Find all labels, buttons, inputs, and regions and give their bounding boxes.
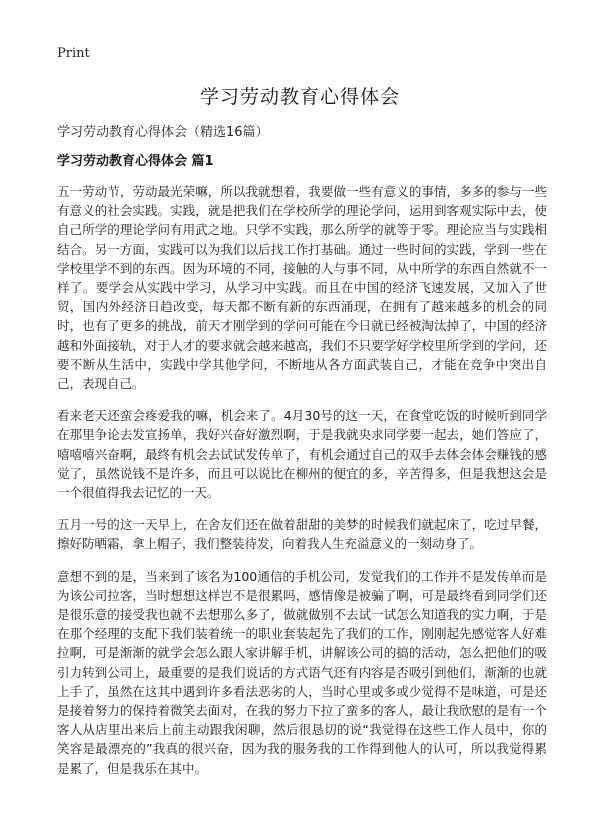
print-link[interactable]: Print <box>57 46 90 61</box>
paragraph-1: 五一劳动节，劳动最光荣嘛，所以我就想着，我要做一些有意义的事情，多多的参与一些有意义的社会实践。实践，就是把我们在学校所学的理论学问，运用到客观实际中去，使自己所学的理论学问有用武之地。只学不实践，那么所学的就等于零。理论应当与实践相结合。另一方面，实践可以为我们以后找工作打基础。通过一些时间的实践，学到一些在学校里学不到的东西。因为环境的不同，接触的人与事不同，从中所学的东西自然就不一样了。要学会从实践中学习，从学习中实践。而且在中国的经济飞速发展，又加入了世贸，国内外经济日趋改变，每天都不断有新的东西涌现，在拥有了越来越多的机会的同时，也有了更多的挑战，前天才刚学到的学问可能在今日就已经被淘汰掉了，中国的经济越和外面接轨，对于人才的要求就会越来越高，我们不只要学好学校里所学到的学问，还要不断从生活中，实践中学其他学问，不断地从各方面武装自己，才能在竞争中突出自己，表现自己。 <box>57 184 547 392</box>
paragraph-4: 意想不到的是，当来到了该名为100通信的手机公司，发觉我们的工作并不是发传单而是为该公司拉客，当时想想这样岂不是很累吗，感情像是被骗了啊，可是最终看到同学们还是很乐意的接受我也就不去想那么多了，做就做别不去试一试怎么知道我的实力啊，于是在那个经理的支配下我们装着统一的职业套装起先了我们的工作，刚刚起先感觉客人好难拉啊，可是渐渐的就学会怎么跟人家讲解手机，讲解该公司的搞的活动，怎么把他们的吸引力转到公司上，最重要的是我们说话的方式语气还有内容是否吸引到他们，渐渐的也就上手了，虽然在这其中遇到许多看法恶劣的人，当时心里或多或少觉得不是味道，可是还是接着努力的保持着微笑去面对，在我的努力下拉了蛮多的客人，最让我欣慰的是有一个客人从店里出来后上前主动跟我闲聊，然后很恳切的说“我觉得在这些工作人员中，你的笑容是最漂亮的”我真的很兴奋，因为我的服务我的工作得到他人的认可，所以我觉得累是累了，但是我乐在其中。 <box>57 568 547 776</box>
article-body <box>57 182 547 791</box>
paragraph-3: 五月一号的这一天早上，在舍友们还在做着甜甜的美梦的时候我们就起床了，吃过早餐，擦好防晒霜，拿上帽子，我们整装待发，向着我人生充溢意义的一刻动身了。 <box>57 517 547 552</box>
paragraph-2: 看来老天还蛮会疼爱我的嘛，机会来了。4月30号的这一天，在食堂吃饭的时候听到同学在那里争论去发宣扬单，我好兴奋好激烈啊，于是我就央求同学要一起去，她们答应了，嘻嘻嘻兴奋啊，最终有机会去试试发传单了，有机会通过自己的双手去体会体会赚钱的感觉了，虽然说钱不是许多，而且可以说比在柳州的便宜的多，辛苦得多，但是我想这会是一个很值得我去记忆的一天。 <box>57 408 547 501</box>
page-title: 学习劳动教育心得体会 <box>199 86 400 108</box>
document-subtitle: 学习劳动教育心得体会（精选16篇） <box>57 125 269 140</box>
section-heading: 学习劳动教育心得体会 篇1 <box>57 154 214 169</box>
